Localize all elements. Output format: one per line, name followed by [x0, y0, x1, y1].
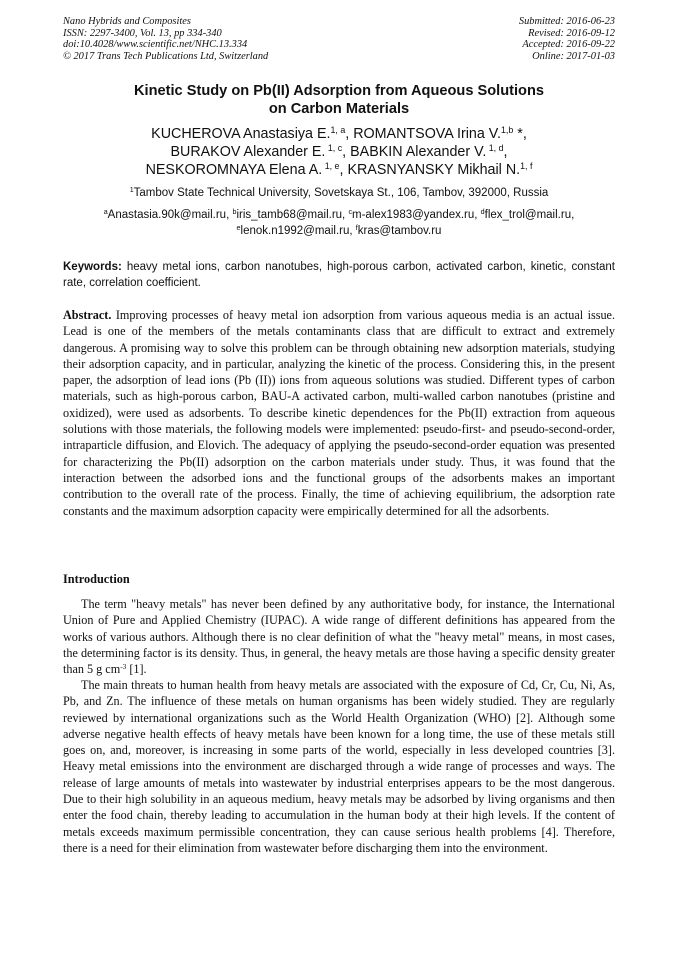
journal-doi: doi:10.4028/www.scientific.net/NHC.13.334: [63, 39, 248, 51]
author-separator: ,: [503, 144, 508, 160]
affiliation: [63, 187, 615, 199]
emails-line-1: [63, 208, 615, 224]
abstract-label: Abstract.: [63, 308, 112, 322]
paper-title: [63, 82, 615, 118]
email-mark: c: [348, 208, 353, 217]
keywords-text: heavy metal ions, carbon nanotubes, high-porous carbon, activated carbon, kinetic, constant rate, correlation coefficient.: [63, 261, 615, 289]
date-online: Online: 2017-01-03: [532, 50, 615, 62]
author-separator: ,: [339, 162, 348, 178]
journal-info: [63, 16, 268, 62]
author-name: NESKOROMNAYA Elena A.: [145, 162, 323, 178]
authors-line-1: [63, 125, 615, 143]
author-affil-mark: 1, d: [486, 143, 504, 154]
paragraph-text: The term "heavy metals" has never been defined by any authoritative body, for instance, the International Union of Pure and Applied Chemistry (IUPAC). A wide range of different definitions has appeared from the works of various authors. Although there is no clear definition of what the "heavy metal" means, in most cases, the determining factor is its density. Thus, in general, the heavy metals are those having a specific density greater than 5 g cm: [63, 597, 615, 677]
author-affil-mark: 1, f: [520, 161, 533, 172]
author-name: BABKIN Alexander V.: [350, 144, 487, 160]
author-affil-mark: 1, e: [322, 161, 340, 172]
date-submitted: Submitted: 2016-06-23: [518, 16, 615, 27]
journal-name: Nano Hybrids and Composites: [63, 16, 191, 27]
affiliation-mark: 1: [129, 186, 134, 195]
author-affil-mark: 1,b: [500, 125, 514, 136]
title-line-2: on Carbon Materials: [268, 101, 410, 117]
author-name: KUCHEROVA Anastasiya E.: [151, 126, 331, 142]
author-name: KRASNYANSKY Mikhail N.: [347, 162, 521, 178]
email-address: Anastasia.90k@mail.ru,: [107, 209, 233, 221]
author-affil-mark: 1, a: [330, 125, 346, 136]
corresponding-mark: *,: [513, 126, 527, 142]
email-mark: e: [236, 223, 241, 232]
unit-exponent: -3: [120, 662, 127, 672]
keywords-label: Keywords:: [63, 261, 122, 273]
email-mark: f: [355, 223, 358, 232]
email-mark: a: [103, 208, 108, 217]
author-emails: [63, 208, 615, 239]
email-address: flex_trol@mail.ru,: [484, 209, 575, 221]
date-revised: Revised: 2016-09-12: [528, 27, 615, 39]
date-accepted: Accepted: 2016-09-22: [522, 39, 615, 51]
authors-line-2: [63, 143, 615, 161]
intro-paragraph-1: [63, 596, 615, 677]
section-heading-introduction: Introduction: [63, 572, 130, 586]
email-address: m-alex1983@yandex.ru,: [352, 209, 481, 221]
submission-dates: [519, 16, 615, 62]
title-line-1: Kinetic Study on Pb(II) Adsorption from Aqueous Solutions: [134, 83, 544, 99]
journal-copyright: © 2017 Trans Tech Publications Ltd, Switzerland: [63, 50, 269, 62]
author-separator: ,: [345, 126, 354, 142]
keywords: [63, 259, 615, 291]
journal-issn: ISSN: 2297-3400, Vol. 13, pp 334-340: [63, 27, 222, 39]
email-mark: b: [232, 208, 237, 217]
email-address: lenok.n1992@mail.ru,: [240, 224, 356, 237]
authors-line-3: [63, 161, 615, 179]
author-name: BURAKOV Alexander E.: [170, 144, 326, 160]
author-separator: ,: [342, 144, 351, 160]
intro-paragraph-2: The main threats to human health from heavy metals are associated with the exposure of Cd, Cr, Cu, Ni, As, Pb, and Zn. The influence of these metals on human organisms has been widely studied. They are regularly reviewed by international organizations such as the World Health Organization (WHO) [2]. Although some adverse negative health effects of heavy metals have been known for a long time, the use of these metals still goes on, and, moreover, is increasing in some parts of the world, especially in less developed countries [3]. Heavy metal emissions into the environment are discharged through a wide range of processes and ways. The release of large amounts of metals into wastewater by industrial enterprises appears to be the most dangerous. Due to their high solubility in an aqueous medium, heavy metals may be adsorbed by living organisms and then enter the food chain, thereby leading to accumulation in the human body at their high levels. If the content of metals exceeds maximum permissible concentration, they can cause serious health problems [4]. Therefore, there is a need for their elimination from wastewater before discharging them into the environment.: [63, 678, 615, 855]
paragraph-citation: [1].: [126, 662, 147, 677]
author-list: [63, 125, 615, 179]
email-address: kras@tambov.ru: [357, 224, 442, 237]
affiliation-text: Tambov State Technical University, Sovetskaya St., 106, Tambov, 392000, Russia: [133, 187, 549, 199]
email-address: iris_tamb68@mail.ru,: [236, 209, 349, 221]
emails-line-2: [63, 224, 615, 240]
email-mark: d: [480, 208, 485, 217]
abstract: [63, 307, 615, 519]
author-name: ROMANTSOVA Irina V.: [353, 126, 501, 142]
author-affil-mark: 1, c: [325, 143, 343, 154]
abstract-text: Improving processes of heavy metal ion adsorption from various aqueous media is an actual issue. Lead is one of the members of the metals contaminants class that are difficult to extract and extremely dangerous. A promising way to solve this problem can be through obtaining new adsorption materials, studying their adsorption capacity, and in particular, analyzing the kinetic of the process. Considering this, in the present paper, the adsorption of lead ions (Pb (II)) ions from aqueous solutions was studied. Different types of carbon materials, such as high-porous carbon, BAU-A activated carbon, multi-walled carbon nanotubes (pristine and oxidized), were used as adsorbents. To describe kinetic dependences for the Pb(II) extraction from aqueous solutions with those materials, the following models were implemented: pseudo-first- and pseudo-second-order, intraparticle diffusion, and Elovich. The adequacy of applying the pseudo-second-order equation was presented for characterizing the Pb(II) adsorption on the carbon materials under study. Thus, it was found that the interaction between the adsorbed ions and the functional groups of the adsorbents makes an important contribution to the overall rate of the process. Finally, the time of achieving equilibrium, the adsorption rate constants and the maximum adsorption capacity were empirically determined for all the adsorbents.: [63, 308, 615, 518]
